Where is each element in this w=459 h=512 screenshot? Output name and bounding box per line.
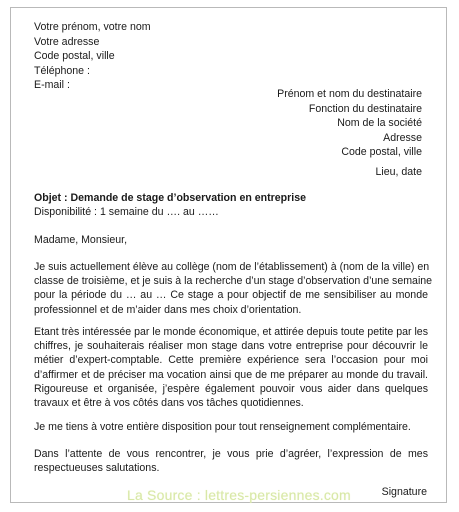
recipient-function: Fonction du destinataire (308, 102, 422, 115)
paragraph-intro (34, 260, 433, 317)
paragraph-line: Rigoureuse et organisée, j’espère également pouvoir vous aider dans quelques (34, 382, 428, 395)
paragraph-line: travaux et être à vos côtés dans vos tâches quotidiennes. (34, 396, 304, 409)
paragraph-closing (34, 447, 428, 475)
recipient-block (277, 87, 422, 160)
paragraph-motivation (34, 325, 428, 410)
recipient-address: Adresse (383, 131, 422, 144)
paragraph-line: Je me tiens à votre entière disposition pour tout renseignement complémentaire. (34, 421, 411, 433)
paragraph-availability (34, 420, 428, 434)
paragraph-line: Dans l’attente de vous rencontrer, je vous prie d’agréer, l’expression de mes (34, 448, 428, 460)
recipient-name: Prénom et nom du destinataire (277, 88, 422, 100)
place-date: Lieu, date (375, 166, 422, 178)
paragraph-line: d’affirmer et de préciser ma vocation ainsi que de me préparer au monde du travail. (34, 368, 428, 381)
sender-block (34, 20, 151, 93)
sender-email: E-mail : (34, 79, 70, 92)
paragraph-line: métier d’expert-comptable. Cette première expérience sera l’occasion pour moi (34, 354, 428, 367)
subject-line: Objet : Demande de stage d’observation en entreprise (34, 192, 306, 204)
paragraph-line: Etant très intéressée par le monde économique, et attirée depuis toute petite par les (34, 326, 428, 338)
source-watermark: La Source : lettres-persiennes.com (127, 487, 351, 503)
recipient-postal: Code postal, ville (341, 146, 422, 159)
paragraph-line: classe de troisième, et je suis à la recherche d’un stage d’observation d’une semaine (34, 275, 433, 288)
sender-address: Votre adresse (34, 35, 100, 48)
recipient-company: Nom de la société (337, 117, 422, 130)
salutation: Madame, Monsieur, (34, 234, 128, 246)
availability-line: Disponibilité : 1 semaine du …. au …… (34, 206, 219, 218)
paragraph-line: chiffres, je souhaiterais réaliser mon stage dans votre entreprise pour découvrir le (34, 340, 428, 353)
paragraph-line: pour la période du … au … Ce stage a pour objectif de me sensibiliser au monde (34, 289, 428, 302)
paragraph-line: Je suis actuellement élève au collège (nom de l’établissement) à (nom de la ville) en (34, 261, 430, 273)
paragraph-line: respectueuses salutations. (34, 462, 160, 475)
sender-name: Votre prénom, votre nom (34, 21, 151, 33)
paragraph-line: professionnel et de m’aider dans mes choix d’orientation. (34, 303, 302, 316)
signature: Signature (381, 486, 427, 498)
sender-phone: Téléphone : (34, 64, 90, 77)
sender-postal: Code postal, ville (34, 50, 115, 63)
